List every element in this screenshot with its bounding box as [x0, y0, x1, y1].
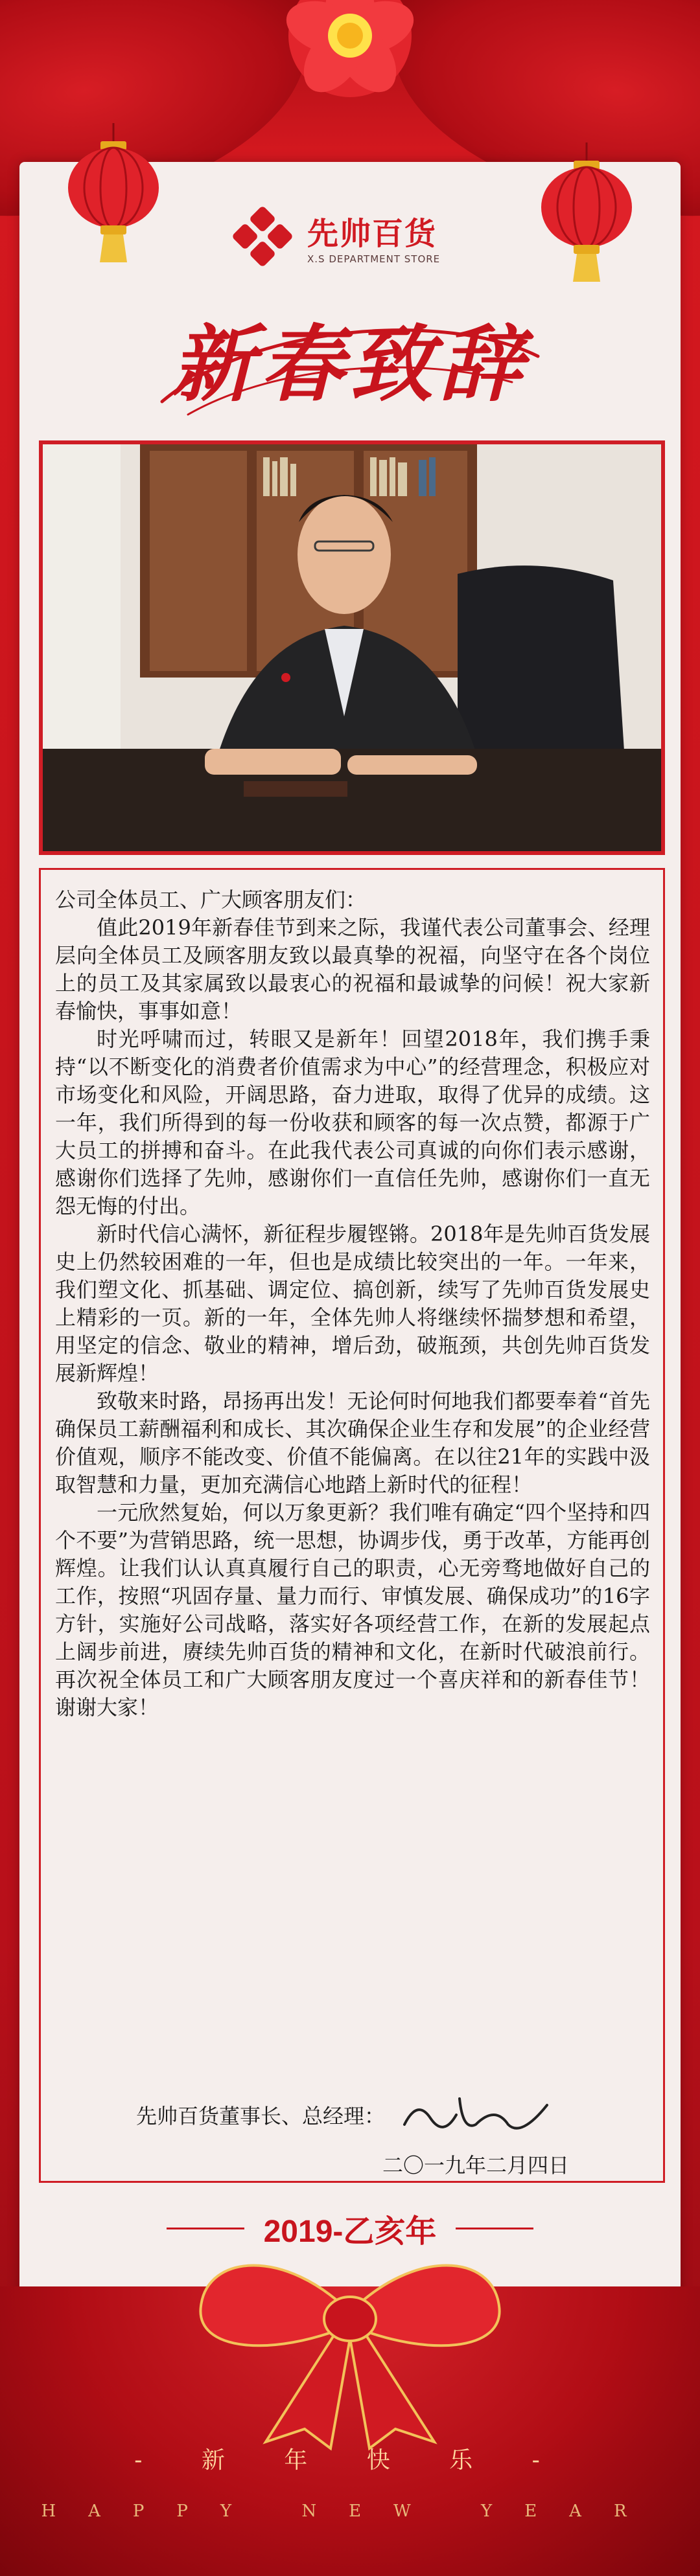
lantern-left-icon [65, 123, 162, 266]
letter-paragraph: 一元欣然复始，何以万象更新？我们唯有确定“四个坚持和四个不要”为营销思路，统一思想，协调步伐，勇于改革，方能再创辉煌。让我们认认真真履行自己的职责，心无旁骛地做好自己的工作，按照“巩固存量、量力而行、审慎发展、确保成功”的16字方针，实施好公司战略，落实好各项经营工作，在新的发展起点上阔步前进，赓续先帅百货的精神和文化，在新时代破浪前行。再次祝全体员工和广大顾客朋友度过一个喜庆祥和的新春佳节！谢谢大家！ [55, 1500, 650, 1720]
letter-paragraph: 值此2019年新春佳节到来之际，我谨代表公司董事会、经理层向全体员工及顾客朋友致以最真挚的祝福，向坚守在各个岗位上的员工及其家属致以最衷心的祝福和最诚挚的问候！祝大家新春愉快，事事如意！ [55, 915, 650, 1023]
letter-paragraph: 新时代信心满怀，新征程步履铿锵。2018年是先帅百货发展史上仍然较困难的一年，但也是成绩比较突出的一年。一年来，我们塑文化、抓基础、调定位、搞创新，续写了先帅百货发展史上精彩的一页。新的一年，全体先帅人将继续怀揣梦想和希望，用坚定的信念、敬业的精神，增后劲，破瓶颈，共创先帅百货发展新辉煌！ [55, 1222, 650, 1385]
signature-line [136, 2079, 642, 2150]
portrait-illustration [43, 444, 661, 851]
brand-logo [227, 201, 473, 272]
red-bow-icon [156, 2235, 544, 2455]
divider-left [167, 2228, 244, 2229]
brand-name-cn: 先帅百货 [307, 215, 438, 252]
flower-ornament-icon [279, 0, 421, 104]
letter-greeting: 公司全体员工、广大顾客朋友们： [55, 887, 367, 912]
signer-title: 先帅百货董事长、总经理： [136, 2104, 386, 2128]
handwritten-signature-icon [398, 2079, 554, 2150]
footer-greeting-cn: - 新 年 快 乐 - [134, 2447, 566, 2474]
brand-mark-icon [227, 201, 298, 272]
lantern-right-icon [538, 142, 635, 285]
page-title: 新春致辞 [170, 316, 529, 413]
letter-body [55, 886, 650, 1722]
letter-paragraph: 时光呼啸而过，转眼又是新年！回望2018年，我们携手秉持“以不断变化的消费者价值需求为中心”的经营理念，积极应对市场变化和风险，开阔思路，奋力进取，取得了优异的成绩。这一年，我们所得到的每一份收获和顾客的每一次点赞，都源于广大员工的拼搏和奋斗。在此我代表公司真诚的向你们表示感谢，感谢你们选择了先帅，感谢你们一直信任先帅，感谢你们一直无怨无悔的付出。 [55, 1027, 650, 1218]
year-label: 2019-乙亥年 [263, 2214, 437, 2249]
letter-paragraph: 致敬来时路，昂扬再出发！无论何时何地我们都要奉着“首先确保员工薪酬福利和成长、其次确保企业生存和发展”的企业经营价值观，顺序不能改变、价值不能偏离。在以往21年的实践中汲取智慧和力量，更加充满信心地踏上新时代的征程！ [55, 1389, 650, 1497]
brand-name-en: X.S DEPARTMENT STORE [307, 253, 441, 265]
letter-date: 二〇一九年二月四日 [382, 2153, 570, 2178]
title-block [149, 285, 551, 434]
footer-greeting-en: HAPPY NEW YEAR [41, 2502, 659, 2521]
portrait-photo [39, 440, 665, 855]
divider-right [456, 2228, 533, 2229]
